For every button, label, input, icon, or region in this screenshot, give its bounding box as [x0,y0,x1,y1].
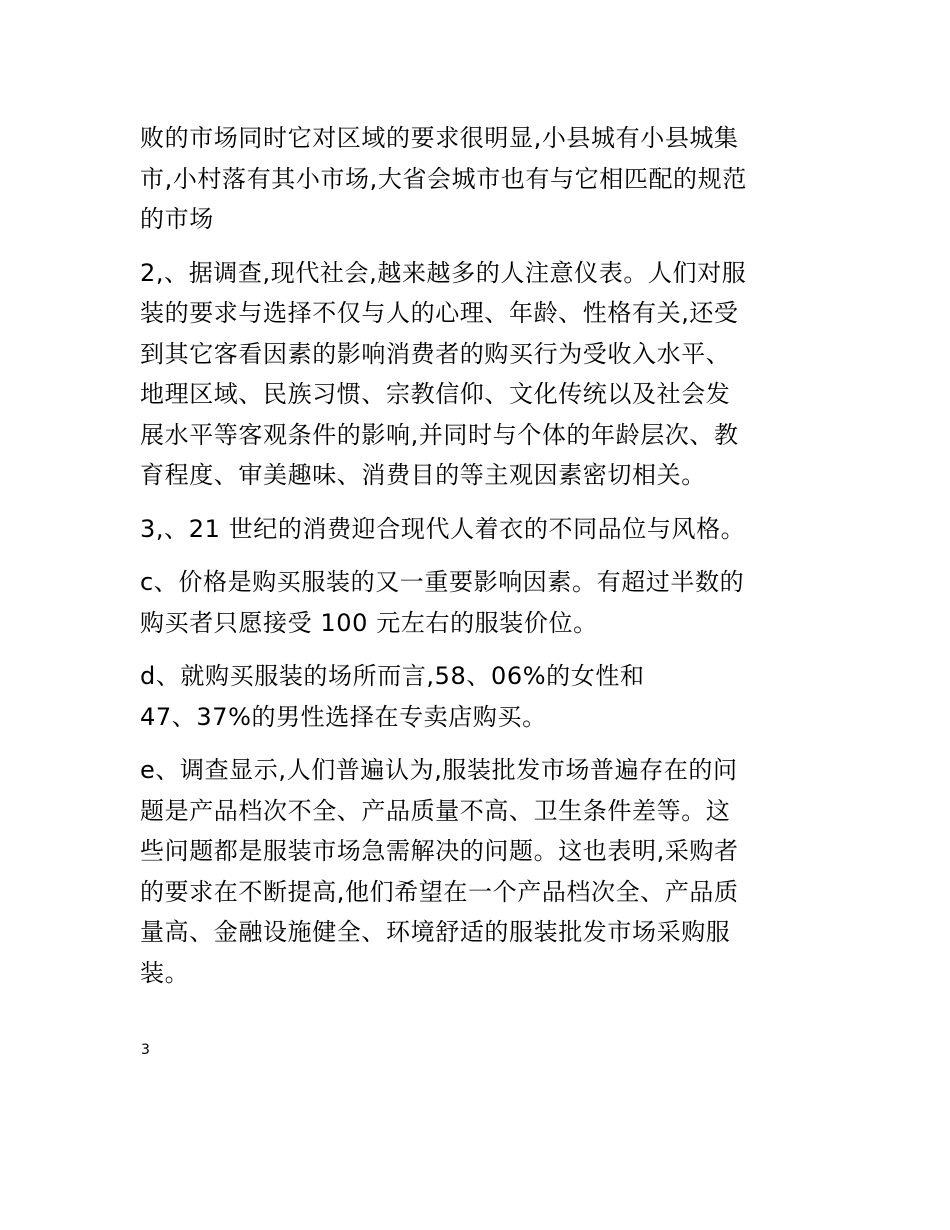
paragraph-spacer [140,240,815,253]
paragraph-purchase-location [140,656,815,737]
text-line: 购买者只愿接受 100 元左右的服装价位。 [140,608,598,637]
page-number: 3 [141,1042,150,1058]
text-line: 题是产品档次不全、产品质量不高、卫生条件差等。这 [140,796,731,825]
text-line: 的要求在不断提高,他们希望在一个产品档次全、产品质 [140,877,739,906]
text-line: 47、37%的男性选择在专卖店购买。 [140,702,547,731]
document-body [140,118,815,993]
text-line: 展水平等客观条件的影响,并同时与个体的年龄层次、教 [140,420,739,449]
text-line: 装。 [140,958,190,987]
paragraph-survey-factors [140,253,815,496]
text-line: 市,小村落有其小市场,大省会城市也有与它相匹配的规范 [140,164,747,193]
text-line: 3,、21 世纪的消费迎合现代人着衣的不同品位与风格。 [140,514,746,543]
paragraph-spacer [140,496,815,509]
text-line: 到其它客看因素的影响消费者的购买行为受收入水平、 [140,339,731,368]
text-line: d、就购买服装的场所而言,58、06%的女性和 [140,662,645,690]
paragraph-price-factor [140,562,815,643]
text-line: 量高、金融设施健全、环境舒适的服装批发市场采购服 [140,918,731,946]
paragraph-spacer [140,643,815,656]
text-line: c、价格是购买服装的又一重要影响因素。有超过半数的 [140,568,745,596]
text-line: 2,、据调查,现代社会,越来越多的人注意仪表。人们对服 [140,258,747,287]
text-line: 地理区域、民族习惯、宗教信仰、文化传统以及社会发 [140,380,731,408]
paragraph-wholesale-market [140,750,815,993]
paragraph-21st-century [140,509,815,550]
paragraph-market-region [140,118,815,240]
text-line: e、调查显示,人们普遍认为,服装批发市场普遍存在的问 [140,756,738,784]
text-line: 的市场 [140,205,214,233]
paragraph-spacer [140,737,815,750]
text-line: 育程度、审美趣味、消费目的等主观因素密切相关。 [140,461,706,489]
paragraph-spacer [140,549,815,562]
text-line: 败的市场同时它对区域的要求很明显,小县城有小县城集 [140,124,739,152]
text-line: 些问题都是服装市场急需解决的问题。这也表明,采购者 [140,837,739,865]
text-line: 装的要求与选择不仅与人的心理、年龄、性格有关,还受 [140,299,739,327]
